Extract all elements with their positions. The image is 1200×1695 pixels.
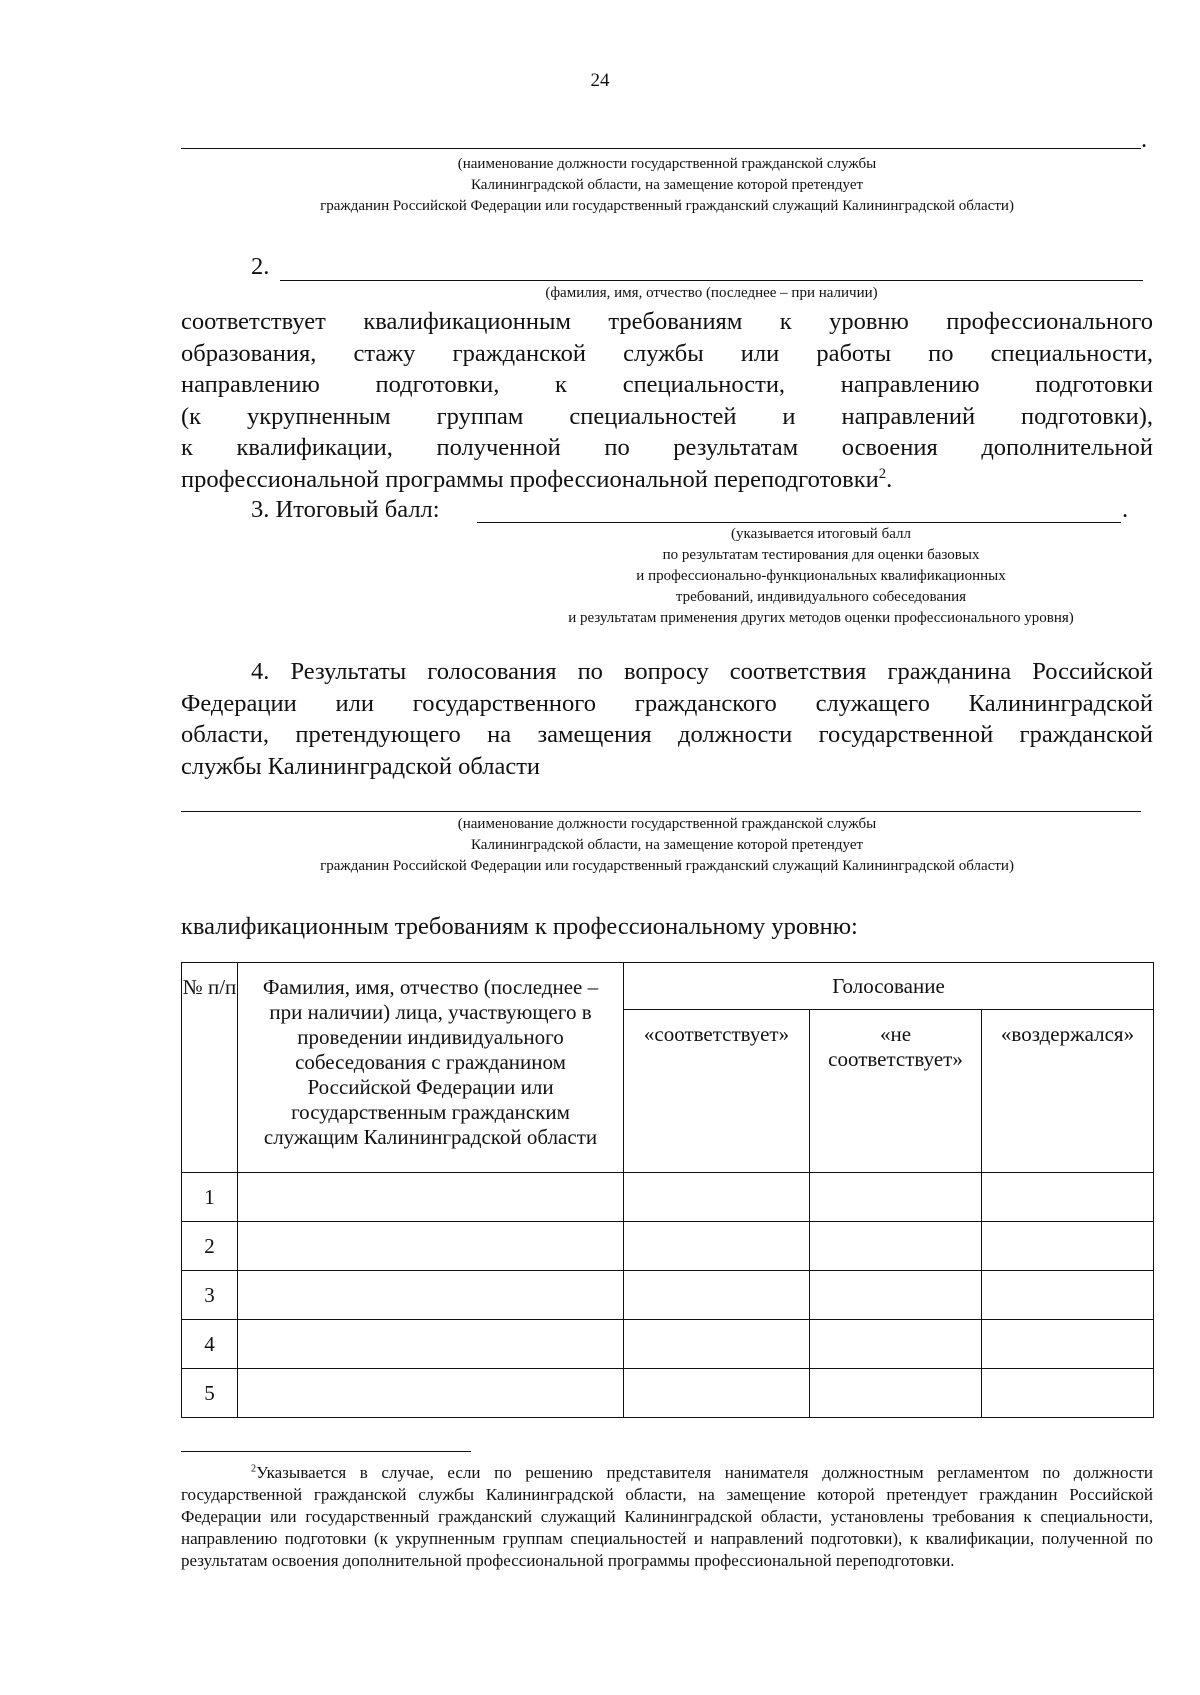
row-vote-abstain-cell[interactable]: [982, 1173, 1154, 1222]
position-line-1-dot: .: [1141, 126, 1148, 153]
row-number: 2: [182, 1222, 238, 1271]
item-3-label: 3. Итоговый балл:: [251, 496, 440, 523]
score-caption: (указывается итоговый балл по результатам тестирования для оценки базовых и профессионально-функциональных квалификационных требований, индивидуального собеседования и результатам применения других методов оценки профессионального уровня): [568, 526, 1074, 626]
score-line: [477, 522, 1121, 523]
header-vote-no: «не соответствует»: [810, 1010, 982, 1173]
score-line-dot: .: [1122, 496, 1129, 523]
row-vote-abstain-cell[interactable]: [982, 1222, 1154, 1271]
row-number: 5: [182, 1369, 238, 1418]
row-vote-yes-cell[interactable]: [624, 1173, 810, 1222]
row-vote-no-cell[interactable]: [810, 1173, 982, 1222]
item-4-after-text: квалификационным требованиям к профессиональному уровню:: [181, 913, 858, 940]
footnote-text: Указывается в случае, если по решению представителя нанимателя должностным регламентом по должности государственной гражданской службы Калининградской области, на замещение которой претендует гражданин Российской Федерации или государственный гражданский служащий Калининградской области, установлены требования к специальности, направлению подготовки (к укрупненным группам специальностей и направлений подготовки), к квалификации, полученной по результатам освоения дополнительной профессиональной программы профессиональной переподготовки.: [181, 1463, 1153, 1570]
row-fio-cell[interactable]: [238, 1320, 624, 1369]
table-row: [182, 1271, 1154, 1320]
row-vote-abstain-cell[interactable]: [982, 1320, 1154, 1369]
row-vote-yes-cell[interactable]: [624, 1271, 810, 1320]
header-vote-abstain: «воздержался»: [982, 1010, 1154, 1173]
table-row: [182, 1320, 1154, 1369]
item-4-text: 4. Результаты голосования по вопросу соответствия гражданина Российской Федерации или государственного гражданского служащего Калининградской области, претендующего на замещения должности государственной гражданской службы Калининградской области: [181, 658, 1153, 780]
voting-table: [181, 962, 1154, 1418]
header-vote-yes: «соответствует»: [624, 1010, 810, 1173]
fio-caption: (фамилия, имя, отчество (последнее – при наличии): [545, 285, 878, 301]
row-vote-yes-cell[interactable]: [624, 1320, 810, 1369]
header-num: № п/п: [182, 963, 238, 1173]
row-number: 3: [182, 1271, 238, 1320]
row-vote-no-cell[interactable]: [810, 1320, 982, 1369]
row-vote-no-cell[interactable]: [810, 1369, 982, 1418]
header-vote: Голосование: [624, 963, 1154, 1010]
row-vote-no-cell[interactable]: [810, 1271, 982, 1320]
footnote: [181, 1462, 1153, 1572]
row-vote-yes-cell[interactable]: [624, 1222, 810, 1271]
footnote-rule: [181, 1451, 471, 1452]
item-2-number: 2.: [251, 253, 270, 280]
item-2-text: соответствует квалификационным требованиям к уровню профессионального образования, стажу гражданской службы или работы по специальности, направлению подготовки, к специальности, направлению подготовки (к укрупненным группам специальностей и направлений подготовки), к квалификации, полученной по результатам освоения дополнительной профессиональной программы профессиональной переподготовки$^2$.: [181, 306, 1153, 495]
position-caption-2: (наименование должности государственной гражданской службы Калининградской области, на замещение которой претендует гражданин Российской Федерации или государственный гражданский служащий Калининградской области): [320, 816, 1014, 874]
footnote-ref: 2: [878, 465, 887, 482]
table-row: [182, 1222, 1154, 1271]
page-number: 24: [590, 70, 610, 91]
position-line-1: [181, 148, 1141, 149]
row-number: 1: [182, 1173, 238, 1222]
table-row: [182, 1173, 1154, 1222]
row-fio-cell[interactable]: [238, 1173, 624, 1222]
fio-line: [280, 280, 1143, 281]
row-number: 4: [182, 1320, 238, 1369]
header-fio: Фамилия, имя, отчество (последнее – при наличии) лица, участвующего в проведении индивидуального собеседования с гражданином Российской Федерации или государственным гражданским служащим Калининградской области: [238, 963, 624, 1173]
row-vote-abstain-cell[interactable]: [982, 1271, 1154, 1320]
row-fio-cell[interactable]: [238, 1271, 624, 1320]
position-caption-1: (наименование должности государственной гражданской службы Калининградской области, на замещение которой претендует гражданин Российской Федерации или государственный гражданский служащий Калининградской области): [320, 156, 1014, 214]
position-line-2: [181, 811, 1141, 812]
row-vote-abstain-cell[interactable]: [982, 1369, 1154, 1418]
row-fio-cell[interactable]: [238, 1222, 624, 1271]
item-2-last-line: профессиональной программы профессиональной переподготовки$^2$.: [181, 465, 893, 493]
footnote-marker: 2: [251, 1463, 257, 1475]
row-vote-yes-cell[interactable]: [624, 1369, 810, 1418]
row-vote-no-cell[interactable]: [810, 1222, 982, 1271]
table-row: [182, 1369, 1154, 1418]
row-fio-cell[interactable]: [238, 1369, 624, 1418]
